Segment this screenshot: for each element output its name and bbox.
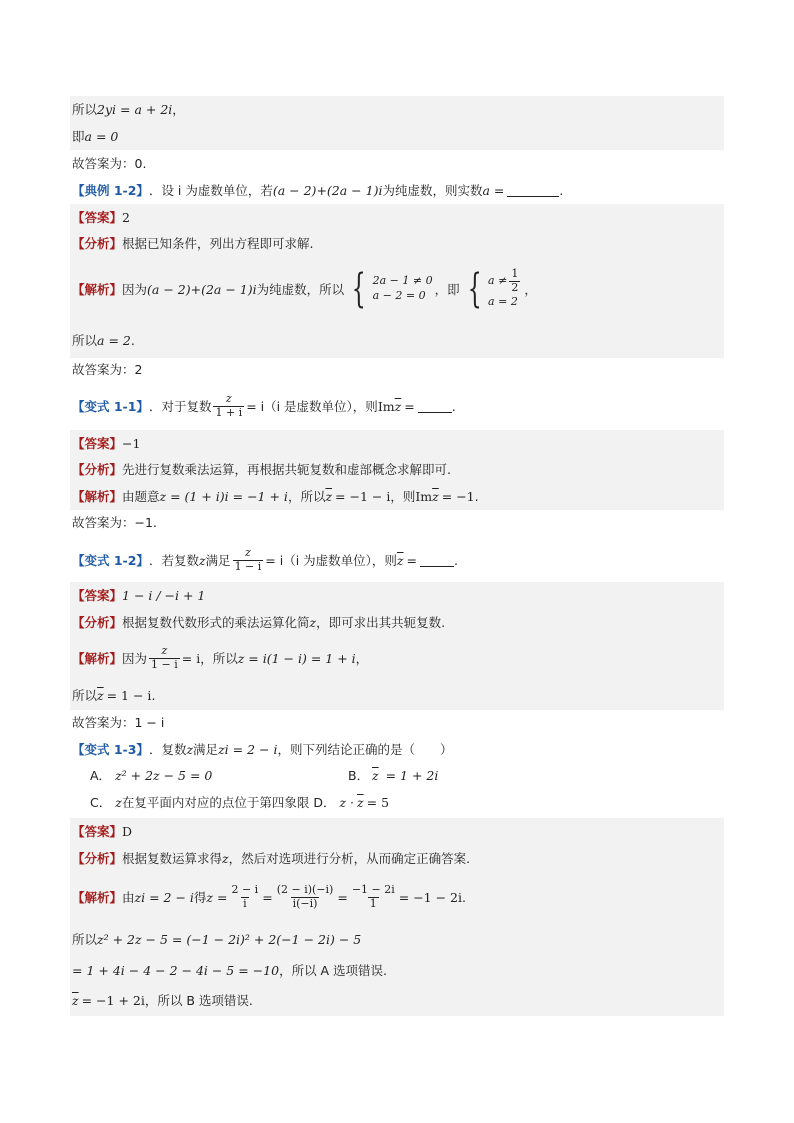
answer-value: −1 [122, 435, 141, 451]
option-a-text: z² + 2z − 5 = 0 [115, 767, 213, 783]
formula: = −1 − i [335, 488, 391, 504]
line-20 [70, 710, 724, 734]
line-27 [70, 922, 724, 956]
formula: z = (1 + i)i = −1 + i [159, 488, 288, 504]
answer-blank [507, 184, 559, 197]
answer-blank [418, 400, 452, 413]
equation-system [462, 266, 523, 312]
text: . [151, 687, 156, 703]
text: 根据已知条件，列出方程即可求解. [122, 236, 314, 251]
answer-value: 1 − i / −i + 1 [122, 587, 206, 603]
line-28 [70, 956, 724, 984]
line-8 [70, 322, 724, 358]
formula: = 1 + 2i [385, 767, 439, 783]
text: ，则 [390, 489, 416, 504]
solution-tag: 【解析】 [72, 489, 123, 504]
line-29 [70, 984, 724, 1016]
text: 满足 [205, 553, 231, 568]
text: . [454, 552, 458, 568]
answer-value: D [122, 823, 133, 839]
formula: a = 0 [84, 128, 119, 144]
line-15 [70, 538, 724, 582]
analysis-tag: 【分析】 [72, 851, 123, 866]
line-21 [70, 736, 724, 762]
line-22 [70, 762, 724, 788]
line-16 [70, 582, 724, 608]
formula: z = i(1 − i) = 1 + i [237, 650, 356, 666]
line-24 [70, 818, 724, 844]
option-b-label: B． [348, 768, 370, 783]
text: 为纯虚数，则实数 [382, 183, 483, 198]
line-1 [70, 96, 724, 122]
text: 先进行复数乘法运算，再根据共轭复数和虚部概念求解即可. [122, 462, 451, 477]
formula: = 1 − i [106, 687, 152, 703]
formula: 2yi = a + 2i [97, 101, 173, 117]
text: ，所以 A 选项错误. [279, 963, 388, 978]
text: ，所以 B 选项错误. [144, 993, 253, 1008]
formula: Im [377, 398, 395, 414]
line-3 [70, 150, 724, 176]
text: ， [172, 102, 185, 117]
formula: Im [415, 488, 433, 504]
text: 根据复数代数形式的乘法运算化简 [122, 615, 310, 630]
text: 即 [72, 129, 85, 144]
line-17 [70, 608, 724, 636]
text: = i（i 为虚数单位），则 [265, 553, 397, 568]
option-b-text [372, 768, 438, 783]
text: 满足 [193, 742, 219, 757]
option-a-label: A． [90, 768, 112, 783]
line-10 [70, 384, 724, 428]
conjugate-z: $\overline{z}$ [432, 488, 439, 504]
text: . [474, 488, 479, 504]
text: ，所以 [200, 651, 238, 666]
answer-blank [420, 554, 454, 567]
text: ，所以 [287, 489, 326, 504]
system-line [488, 268, 522, 294]
formula: = −1 − 2i [398, 889, 463, 905]
equation-system [346, 266, 433, 312]
line-2 [70, 122, 724, 150]
formula: z [222, 850, 229, 866]
system-line: a = 2 [488, 294, 518, 308]
example-tag: 【典例 1-2】 [72, 183, 149, 198]
formula: = −1 + 2i [81, 992, 145, 1008]
text: ， [524, 282, 537, 297]
analysis-tag: 【分析】 [72, 615, 123, 630]
text: 故答案为：−1. [72, 515, 157, 530]
formula: zi = 2 − i [218, 741, 278, 757]
text: 故答案为：0. [72, 156, 147, 171]
text: 由 [122, 890, 135, 905]
conjugate-z: $\overline{z}$ [97, 687, 104, 703]
text: 因为 [122, 651, 148, 666]
system-line: a − 2 = 0 [372, 289, 426, 302]
line-14 [70, 510, 724, 534]
line-5 [70, 204, 724, 230]
line-26 [70, 872, 724, 922]
line-9 [70, 358, 724, 380]
fraction: $\frac{z}{1 - i}$ [151, 643, 178, 671]
text: 得 [193, 890, 207, 905]
text: ，则下列结论正确的是（ ） [277, 742, 453, 757]
variant-tag: 【变式 1-1】 [72, 399, 149, 414]
formula: = [337, 889, 348, 905]
line-23 [70, 788, 724, 816]
conjugate-z: $\overline{z}$ [357, 794, 364, 810]
solution-tag: 【解析】 [72, 282, 123, 297]
fraction: $\frac{(2 - i)(-i)}{i(-i)}$ [276, 882, 334, 910]
formula: z [198, 552, 206, 568]
brace-icon: { [467, 266, 482, 312]
fraction: $\frac{2 - i}{i}$ [231, 882, 259, 910]
text: 故答案为：1 − i [72, 715, 165, 730]
option-c-label: C． [90, 795, 112, 810]
text: ．设 i 为虚数单位，若 [148, 183, 273, 198]
text: 所以 [72, 932, 98, 947]
answer-tag: 【答案】 [72, 436, 123, 451]
solution-tag: 【解析】 [72, 890, 123, 905]
line-11 [70, 430, 724, 456]
text: ．复数 [148, 742, 187, 757]
conjugate-z: $\overline{z}$ [394, 398, 402, 414]
option-d-label: D． [313, 795, 336, 810]
fraction: $\frac{1}{2}$ [511, 267, 519, 295]
line-12 [70, 456, 724, 482]
option-c-text: 在复平面内对应的点位于第四象限 [121, 795, 310, 810]
text: ，即 [434, 282, 460, 297]
formula: = [262, 889, 273, 905]
line-25 [70, 844, 724, 872]
brace-icon: { [351, 266, 366, 312]
text: ．对于复数 [148, 399, 212, 414]
text: . [451, 398, 456, 414]
text: . [130, 332, 135, 348]
line-4 [70, 176, 724, 204]
formula: = 5 [366, 794, 390, 810]
analysis-tag: 【分析】 [72, 236, 123, 251]
solution-tag: 【解析】 [72, 651, 123, 666]
text: 所以 [72, 102, 98, 117]
formula: (a − 2)+(2a − 1)i [272, 182, 383, 198]
answer-tag: 【答案】 [72, 210, 123, 225]
text: ，即可求出其共轭复数. [316, 615, 446, 630]
fraction: $\frac{z}{1 + i}$ [215, 391, 243, 419]
line-7 [70, 256, 724, 322]
formula: = i [181, 650, 201, 666]
text: = i（i 是虚数单位），则 [246, 399, 378, 414]
formula: (a − 2)+(2a − 1)i [147, 281, 257, 297]
answer-tag: 【答案】 [72, 824, 123, 839]
fraction: $\frac{-1 - 2i}{1}$ [351, 882, 395, 910]
line-13 [70, 482, 724, 510]
text: 因为 [122, 282, 148, 297]
formula: z = [206, 889, 228, 905]
system-line: 2a − 1 ≠ 0 [372, 274, 433, 288]
variant-tag: 【变式 1-2】 [72, 553, 149, 568]
formula: = [406, 552, 417, 568]
text: 由题意 [122, 489, 160, 504]
formula: zi = 2 − i [134, 889, 194, 905]
formula: = 1 + 4i − 4 − 2 − 4i − 5 = −10 [72, 962, 280, 978]
analysis-tag: 【分析】 [72, 462, 123, 477]
text: ．若复数 [148, 553, 199, 568]
formula: = [404, 398, 415, 414]
answer-tag: 【答案】 [72, 588, 123, 603]
text: 所以 [72, 333, 98, 348]
line-6 [70, 230, 724, 256]
formula: z² + 2z − 5 = (−1 − 2i)² + 2(−1 − 2i) − 5 [97, 931, 362, 947]
answer-value: 2 [122, 209, 130, 225]
formula: a ≠ [488, 274, 508, 288]
text: . [559, 182, 564, 198]
formula: z [309, 614, 317, 630]
formula: a = 2 [97, 332, 131, 348]
formula: a = [482, 182, 505, 198]
text: 根据复数运算求得 [122, 851, 223, 866]
conjugate-z: $\overline{z}$ [372, 767, 379, 783]
conjugate-z: $\overline{z}$ [396, 552, 404, 568]
conjugate-z: $\overline{z}$ [325, 488, 333, 504]
formula: z [186, 741, 194, 757]
formula: = −1 [441, 488, 475, 504]
text: 为纯虚数，所以 [256, 282, 345, 297]
text: 所以 [72, 688, 98, 703]
text: 故答案为：2 [72, 362, 143, 377]
line-19 [70, 680, 724, 710]
text: ，然后对选项进行分析，从而确定正确答案. [228, 851, 471, 866]
conjugate-z: $\overline{z}$ [72, 992, 79, 1008]
option-d-text: z · [339, 794, 355, 810]
fraction: $\frac{z}{1 - i}$ [234, 545, 262, 573]
text: . [462, 889, 466, 905]
line-18 [70, 636, 724, 680]
text: ， [355, 651, 369, 666]
variant-tag: 【变式 1-3】 [72, 742, 149, 757]
formula: z [115, 794, 122, 810]
